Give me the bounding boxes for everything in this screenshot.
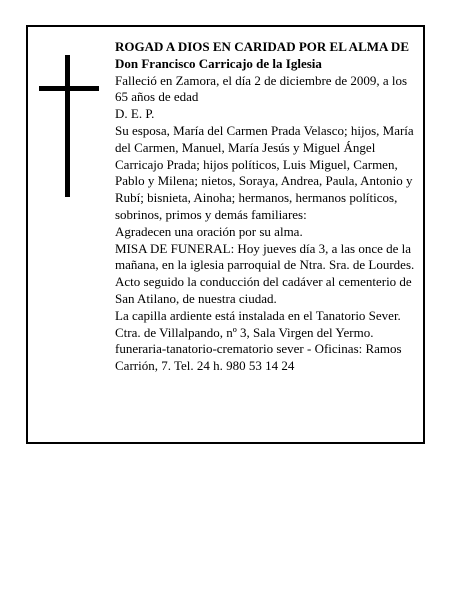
cross-vertical-bar: [65, 55, 70, 197]
family-list: Su esposa, María del Carmen Prada Velasco; hijos, María del Carmen, Manuel, María Jesús y Miguel Ángel Carricajo Prada; hijos políticos, Luis Miguel, Carmen, Pablo y Milena; nietos, Soraya, Andrea, Paula, Antonio y Rubí; bisnieta, Ainoha; hermanos, hermanos políticos, sobrinos, primos y demás familiares:: [115, 122, 414, 222]
thanks-line: Agradecen una oración por su alma.: [115, 223, 303, 239]
death-details: Falleció en Zamora, el día 2 de diciembre de 2009, a los 65 años de edad: [115, 72, 408, 105]
notice-heading: ROGAD A DIOS EN CARIDAD POR EL ALMA DE: [115, 39, 409, 54]
rip-line: D. E. P.: [115, 106, 155, 122]
deceased-name: Don Francisco Carricajo de la Iglesia: [115, 55, 322, 71]
notice-text: [115, 39, 421, 375]
funeral-mass: MISA DE FUNERAL: Hoy jueves día 3, a las once de la mañana, en la iglesia parroquial de Ntra. Sra. de Lourdes. Acto seguido la conducción del cadáver al cementerio de San Atilano, de nuestra ciudad.: [115, 240, 415, 306]
cross-horizontal-bar: [39, 86, 99, 91]
obituary-notice: [26, 25, 425, 444]
cross-icon: [39, 55, 99, 197]
funeral-home-info: funeraria-tanatorio-crematorio sever - Oficinas: Ramos Carrión, 7. Tel. 24 h. 980 53 14 24: [115, 341, 402, 374]
chapel-info: La capilla ardiente está instalada en el Tanatorio Sever. Ctra. de Villalpando, nº 3, Sala Virgen del Yermo.: [115, 307, 401, 340]
